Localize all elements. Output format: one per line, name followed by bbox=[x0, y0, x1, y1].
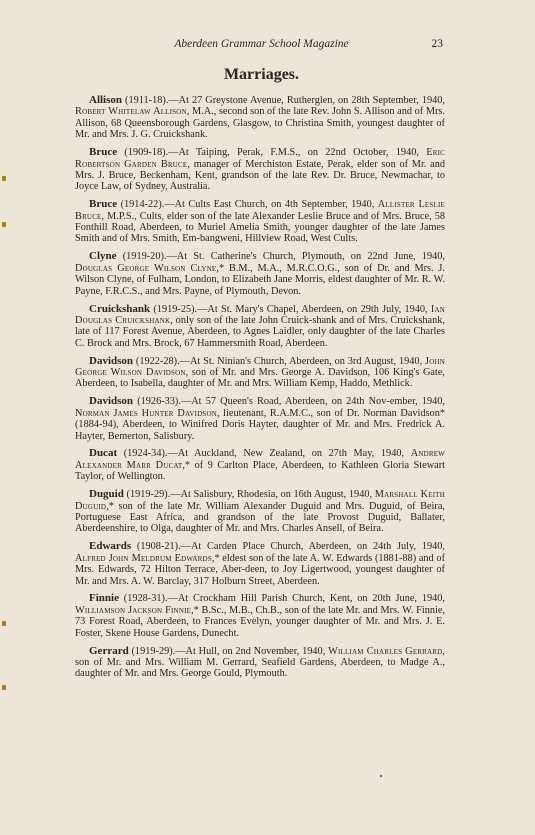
entry-full-name: Alfred John Meldrum Edwards bbox=[75, 552, 212, 564]
entry-text: (1919-29).—At Salisbury, Rhodesia, on 16th August, 1940, bbox=[123, 489, 375, 501]
entry-text: ,* of 9 Carlton Place, Aberdeen, to Kathleen Gloria Stewart Taylor, of Wellington. bbox=[75, 459, 445, 483]
entry-text: , son of Mr. and Mrs. George A. Davidson, 106 King's Gate, Aberdeen, to Isabella, daughter of Mr. and Mrs. William Kemp, Haddo, Methlick. bbox=[75, 367, 445, 390]
entry-edwards bbox=[75, 541, 445, 587]
entry-full-name: Douglas George Wilson Clyne bbox=[75, 262, 217, 274]
entry-surname: Bruce bbox=[89, 198, 118, 211]
entry-text: (1919-29).—At Hull, on 2nd November, 1940, bbox=[128, 645, 329, 657]
entry-surname: Finnie bbox=[89, 592, 119, 605]
entry-full-name: Andrew Alexander Marr Ducat bbox=[75, 448, 445, 471]
entry-gerrard bbox=[75, 646, 445, 680]
marriage-entries bbox=[75, 95, 445, 686]
entry-full-name: William Charles Gerrard bbox=[328, 645, 443, 657]
entry-text: , M.P.S., Cults, elder son of the late Alexander Leslie Bruce and of Mrs. Bruce, 58 Fonthill Road, Aberdeen, to Muriel Amelia Smith, younger daughter of the late James Smith and of Mrs. Smith, Em-bangweni, Hillview Road, West Cults. bbox=[75, 210, 445, 245]
entry-full-name: Ian Douglas Cruickshank bbox=[75, 303, 445, 326]
entry-text: (1928-31).—At Crockham Hill Parish Church, Kent, on 20th June, 1940, bbox=[118, 593, 445, 605]
entry-full-name: Allister Leslie Bruce bbox=[75, 199, 445, 222]
entry-full-name: Eric Robertson Garden Bruce bbox=[75, 147, 445, 170]
entry-full-name: Marshall Keith Duguid bbox=[75, 489, 446, 512]
entry-davidson-1922 bbox=[75, 356, 445, 390]
entry-text: ,* B.M., M.A., M.R.C.O.G., son of Dr. and Mrs. J. Wilson Clyne, of Fulham, London, to Elizabeth Jane Morris, eldest daughter of Mr. R. W. Payne, F.R.C.S., and Mrs. Payne, of Plymouth, Devon. bbox=[75, 262, 445, 297]
entry-text: , manager of Merchiston Estate, Perak, elder son of Mr. and Mrs. J. Bruce, Beckenham, Kent, grandson of the late Rev. Dr. Bruce, Newmachar, to Joyce Law, of Sydney, Australia. bbox=[75, 158, 445, 193]
section-title: Marriages. bbox=[223, 66, 300, 83]
entry-davidson-1926 bbox=[75, 396, 445, 442]
page-speck bbox=[380, 775, 382, 777]
entry-text: ,* son of the late Mr. William Alexander Duguid and Mrs. Duguid, of Beira, Portuguese East Africa, and grandson of the late Provost Duguid, Ballater, Aberdeenshire, to Olga, daughter of Mr. and Mrs. Charles Ansell, of Beira. bbox=[75, 500, 445, 535]
entry-full-name: Norman James Hunter Davidson bbox=[75, 407, 218, 419]
entry-text: (1926-33).—At 57 Queen's Road, Aberdeen, on 24th Nov-ember, 1940, bbox=[133, 396, 445, 408]
entry-text: (1919-25).—At St. Mary's Chapel, Aberdeen, on 29th July, 1940, bbox=[150, 303, 431, 315]
entry-text: ,* eldest son of the late A. W. Edwards (1881-88) and of Mrs. Edwards, 72 Hilton Terrace, Aber-deen, to Joy Ligertwood, youngest daughter of Mr. and Mrs. A. W. Barclay, 317 Holburn Street, Aberdeen. bbox=[75, 552, 445, 587]
entry-full-name: Robert Whitelaw Allison bbox=[75, 106, 187, 118]
entry-text: (1919-20).—At St. Catherine's Church, Plymouth, on 22nd June, 1940, bbox=[116, 251, 445, 263]
entry-bruce-1909 bbox=[75, 147, 445, 193]
entry-finnie bbox=[75, 593, 445, 639]
entry-surname: Edwards bbox=[89, 540, 132, 553]
running-header bbox=[80, 38, 443, 50]
entry-text: (1924-34).—At Auckland, New Zealand, on 27th May, 1940, bbox=[117, 448, 411, 460]
entry-surname: Allison bbox=[89, 94, 123, 106]
entry-text: , lieutenant, R.A.M.C., son of Dr. Norman Davidson* (1884-94), Aberdeen, to Winifred Doris Hayter, daughter of Mr. and Mrs. Fredrick A. Hayter, Bemerton, Salisbury. bbox=[75, 407, 445, 442]
entry-bruce-1914 bbox=[75, 199, 445, 245]
entry-full-name: Williamson Jackson Finnie bbox=[75, 604, 192, 616]
entry-text: (1909-18).—At Taiping, Perak, F.M.S., on 22nd October, 1940, bbox=[117, 147, 427, 159]
entry-surname: Davidson bbox=[89, 395, 134, 408]
entry-cruickshank bbox=[75, 304, 445, 350]
page-number: 23 bbox=[431, 38, 443, 50]
margin-mark bbox=[2, 621, 6, 626]
entry-text: , only son of the late John Cruick-shank and of Mrs. Cruickshank, late of 117 Forest Avenue, Aberdeen, to Agnes Laidler, only daughter of the late Charles C. Brock and Mrs. Brock, 67 Hammersmith Road, Aberdeen. bbox=[75, 314, 445, 349]
entry-text: (1911-18).—At 27 Greystone Avenue, Rutherglen, on 28th September, 1940, bbox=[122, 95, 445, 106]
entry-allison bbox=[75, 95, 445, 141]
entry-text: ,* B.Sc., M.B., Ch.B., son of the late Mr. and Mrs. W. Finnie, 73 Forest Road, Aberdeen, to Frances Evelyn, younger daughter of Mr. and Mrs. J. E. Foster, Skene House Gardens, Dunecht. bbox=[75, 604, 445, 639]
entry-surname: Duguid bbox=[89, 488, 124, 501]
entry-text: (1922-28).—At St. Ninian's Church, Aberdeen, on 3rd August, 1940, bbox=[133, 355, 426, 367]
entry-surname: Bruce bbox=[89, 146, 118, 159]
entry-surname: Gerrard bbox=[89, 644, 129, 657]
entry-surname: Cruickshank bbox=[89, 302, 151, 315]
entry-text: , M.A., second son of the late Rev. John S. Allison and of Mrs. Allison, 68 Queensborough Gardens, Glasgow, to Christina Smith, youngest daughter of Mr. and Mrs. J. G. Cruickshank. bbox=[75, 106, 445, 141]
entry-duguid bbox=[75, 489, 445, 535]
journal-title: Aberdeen Grammar School Magazine bbox=[174, 38, 349, 50]
entry-text: (1914-22).—At Cults East Church, on 4th September, 1940, bbox=[117, 199, 378, 211]
margin-mark bbox=[2, 685, 6, 690]
margin-mark bbox=[2, 176, 6, 181]
entry-text: , son of Mr. and Mrs. William M. Gerrard, Seafield Gardens, Aberdeen, to Madge A., daughter of Mr. and Mrs. George Gould, Plymouth. bbox=[75, 645, 445, 680]
entry-clyne bbox=[75, 251, 445, 297]
entry-surname: Ducat bbox=[89, 447, 118, 460]
margin-mark bbox=[2, 222, 6, 227]
entry-text: (1908-21).—At Carden Place Church, Aberdeen, on 24th July, 1940, bbox=[131, 541, 445, 553]
entry-ducat bbox=[75, 448, 445, 482]
entry-surname: Clyne bbox=[89, 250, 117, 263]
entry-full-name: John George Wilson Davidson bbox=[75, 355, 445, 379]
entry-surname: Davidson bbox=[89, 354, 134, 367]
